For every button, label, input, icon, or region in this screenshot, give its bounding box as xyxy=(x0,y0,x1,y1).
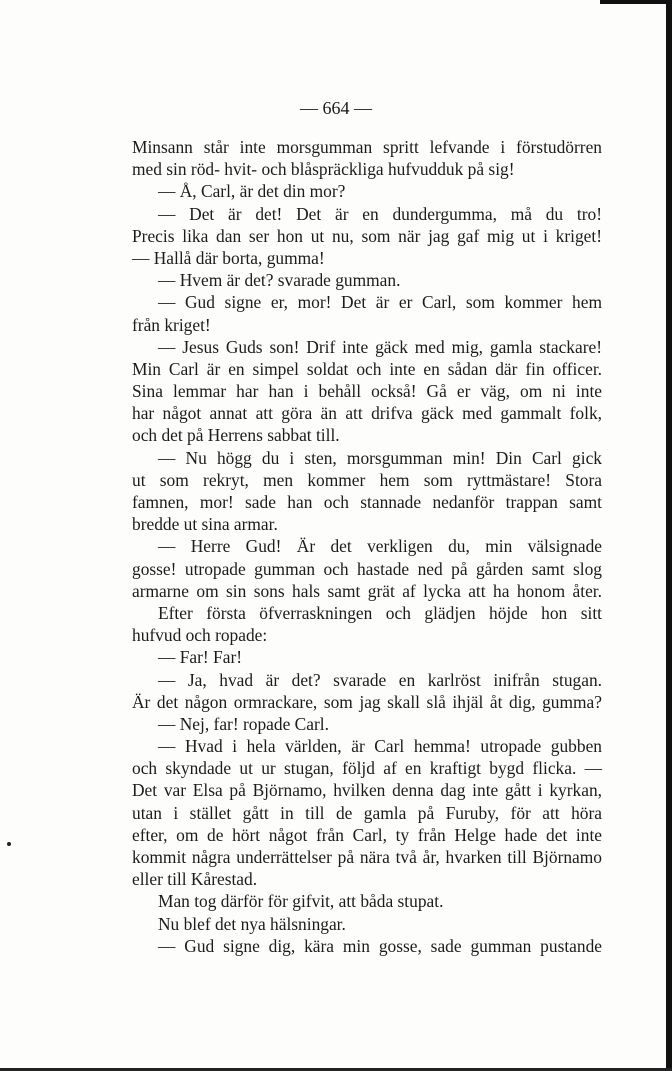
text-line: — Hvad i hela världen, är Carl hemma! utropade gubben xyxy=(158,736,602,757)
scan-edge-top xyxy=(600,0,672,4)
text-line: bredde ut sina armar. xyxy=(132,514,278,535)
text-line: från kriget! xyxy=(132,314,211,335)
text-line: — Gud signe dig, kära min gosse, sade gumman pustande xyxy=(158,935,602,956)
text-line: och skyndade ut ur stugan, följd af en kraftigt bygd flicka. — xyxy=(132,758,602,779)
text-line: med sin röd- hvit- och blåspräckliga hufvudduk på sig! xyxy=(132,159,515,180)
text-line: efter, om de hört något från Carl, ty från Helge hade det inte xyxy=(132,824,602,845)
text-line: utan i stället gått in till de gamla på Furuby, för att höra xyxy=(132,802,602,823)
text-line: har något annat att göra än att drifva gäck med gammalt folk, xyxy=(132,403,602,424)
text-line: — Hallå där borta, gumma! xyxy=(132,247,325,268)
text-line: Det var Elsa på Björnamo, hvilken denna dag inte gått i kyrkan, xyxy=(132,780,602,801)
text-line: Minsann står inte morsgumman spritt lefvande i förstudörren xyxy=(132,137,602,157)
text-line: famnen, mor! sade han och stannade nedanför trappan samt xyxy=(132,492,602,512)
text-line: — Far! Far! xyxy=(158,647,243,668)
text-line: — Nej, far! ropade Carl. xyxy=(158,713,329,734)
scan-edge-right xyxy=(666,0,672,1071)
text-line: ut som rekryt, men kommer hem som ryttmästare! Stora xyxy=(132,469,602,490)
text-line: — Jesus Guds son! Drif inte gäck med mig, gamla stackare! xyxy=(158,336,602,357)
text-line: Precis lika dan ser hon ut nu, som när jag gaf mig ut i kriget! xyxy=(132,225,602,246)
text-line: gosse! utropade gumman och hastade ned på gården samt slog xyxy=(132,558,602,579)
text-body xyxy=(132,136,602,957)
text-line: Efter första öfverraskningen och glädjen höjde hon sitt xyxy=(158,602,602,623)
text-line: — Å, Carl, är det din mor? xyxy=(158,181,346,202)
text-line: eller till Kårestad. xyxy=(132,869,258,890)
text-line: armarne om sin sons hals samt grät af lycka att ha honom åter. xyxy=(132,580,602,601)
text-line: Nu blef det nya hälsningar. xyxy=(158,913,346,934)
page-number: — 664 — xyxy=(300,98,372,118)
text-line: Man tog därför för gifvit, att båda stupat. xyxy=(158,891,444,912)
text-line: Sina lemmar har han i behåll också! Gå er väg, om ni inte xyxy=(132,381,602,402)
text-line: Är det någon ormrackare, som jag skall slå ihjäl åt dig, gumma? xyxy=(132,691,602,712)
text-line: hufvud och ropade: xyxy=(132,625,268,646)
text-line: Min Carl är en simpel soldat och inte en sådan där fin officer. xyxy=(132,358,602,379)
text-line: kommit några underrättelser på nära två år, hvarken till Björnamo xyxy=(132,847,602,867)
text-line: — Hvem är det? svarade gumman. xyxy=(158,270,401,291)
margin-mark xyxy=(7,842,11,846)
text-line: — Nu högg du i sten, morsgumman min! Din Carl gick xyxy=(158,447,602,468)
text-line: — Gud signe er, mor! Det är er Carl, som kommer hem xyxy=(158,292,602,313)
text-line: och det på Herrens sabbat till. xyxy=(132,425,340,446)
text-line: — Herre Gud! Är det verkligen du, min välsignade xyxy=(158,536,602,557)
text-line: — Det är det! Det är en dundergumma, må du tro! xyxy=(158,203,602,224)
text-line: — Ja, hvad är det? svarade en karlröst inifrån stugan. xyxy=(158,669,602,690)
